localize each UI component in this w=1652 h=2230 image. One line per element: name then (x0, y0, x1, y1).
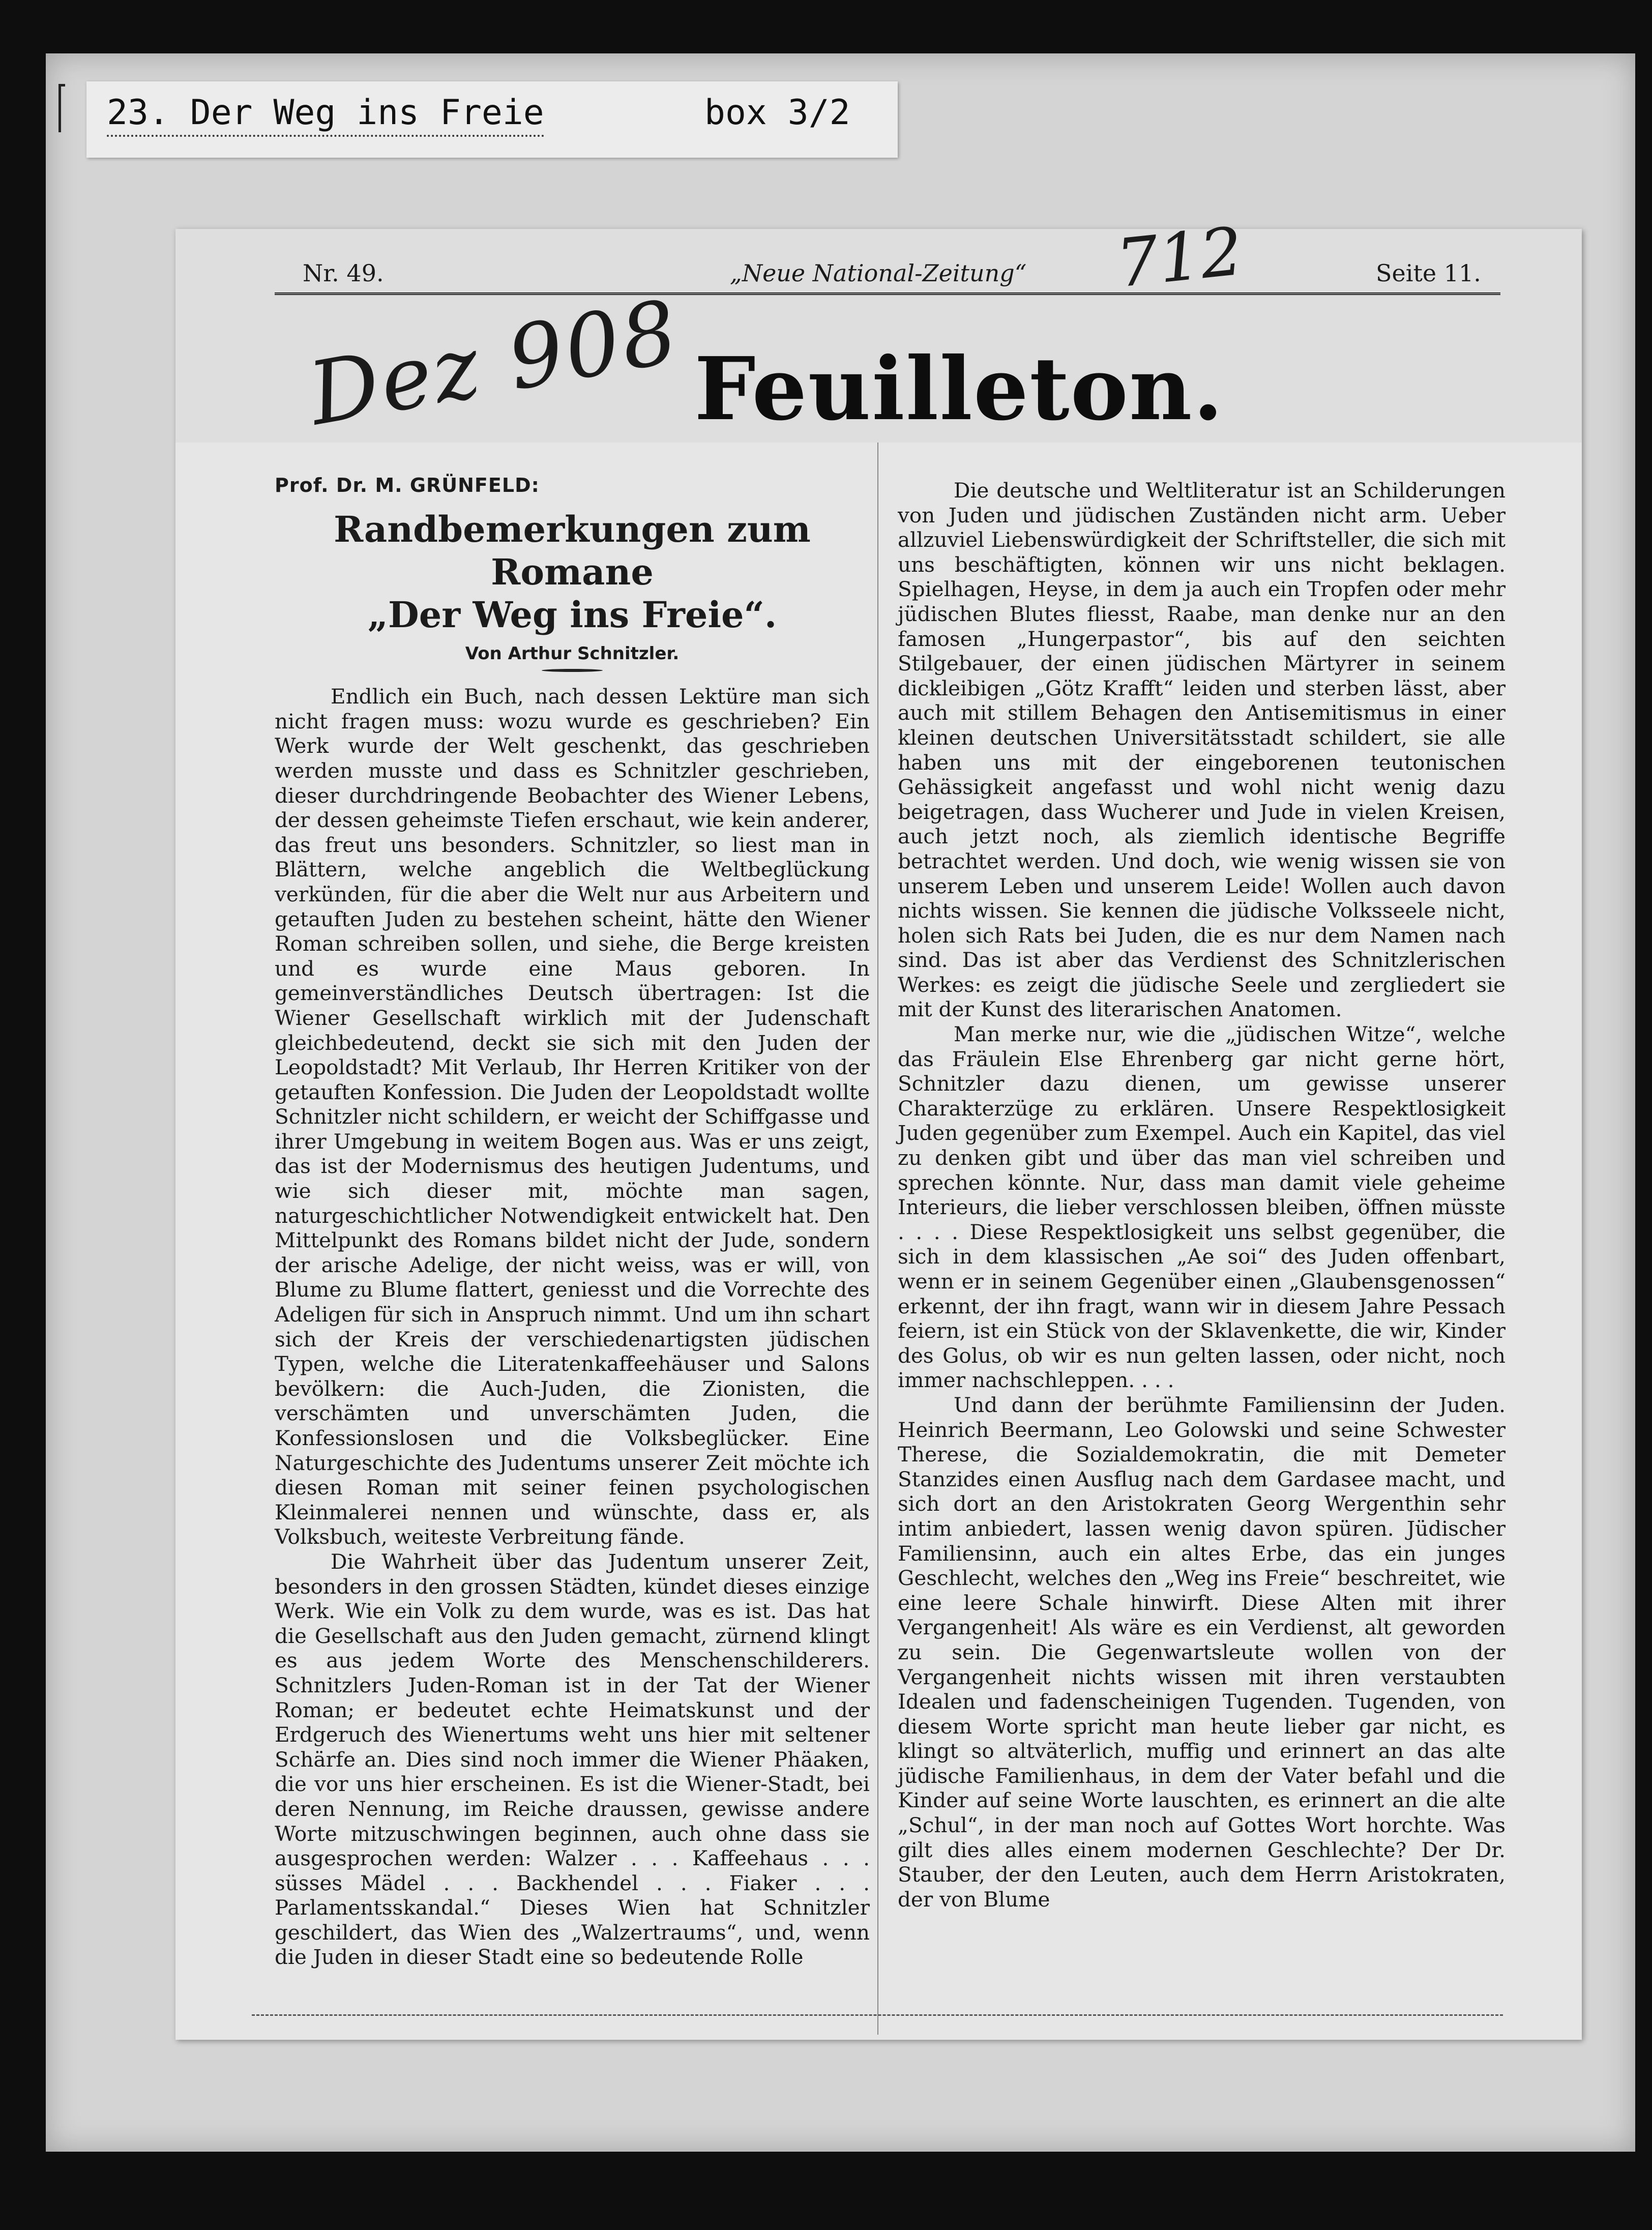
label-title: 23. Der Weg ins Freie (107, 93, 544, 133)
article-title-line2: „Der Weg ins Freie“. (367, 593, 777, 636)
corner-mark (58, 84, 65, 132)
article-subtitle: Von Arthur Schnitzler. (465, 643, 680, 664)
feuilleton-masthead: Feuilleton. (694, 338, 1224, 440)
handwritten-date: Dez 908 (302, 281, 687, 446)
page-number: Seite 11. (1376, 259, 1481, 287)
left-column (275, 473, 870, 1970)
ornament-rule (542, 669, 603, 672)
archive-label (86, 81, 898, 158)
author-byline: Prof. Dr. M. GRÜNFELD: (275, 474, 540, 496)
column-divider (877, 443, 878, 2035)
paragraph: Und dann der berühmte Familiensinn der Juden. Heinrich Beermann, Leo Golowski und seine Schwester Therese, die Sozialdemokratin, die mit Demeter Stanzides einen Ausflug nach dem Gardasee macht, und sich dort an den Aristokraten Georg Wergenthin sehr intim anbiedert, lassen wenig davon spüren. Jüdischer Familiensinn, auch ein altes Erbe, das ein junges Geschlecht, welches den „Weg ins Freie“ beschreitet, wie eine leere Schale hinwirft. Diese Alten mit ihrer Vergangenheit! Als wäre es ein Verdienst, alt geworden zu sein. Die Gegenwartsleute wollen von der Vergangenheit nichts wissen mit ihren verstaubten Idealen und fadenscheinigen Tugenden. Tugenden, von diesem Worte spricht man heute lieber gar nicht, es klingt so altväterlich, muffig und erinnert an das alte jüdische Familienhaus, in dem der Vater befahl und die Kinder auf seine Worte lauschten, es erinnert an die alte „Schul“, in der man noch auf Gottes Wort horchte. Was gilt dies alles einem modernen Geschlechte? Der Dr. Stauber, der den Leuten, auch dem Herrn Aristokraten, der von Blume (898, 1392, 1506, 1912)
cut-edge (252, 2014, 1503, 2016)
article-title-line1: Randbemerkungen zum Romane (334, 508, 811, 593)
header-rule (275, 292, 1500, 295)
paragraph: Man merke nur, wie die „jüdischen Witze“, welche das Fräulein Else Ehrenberg gar nicht gerne hört, Schnitzler dazu dienen, um gewisse unserer Charakterzüge zu erklären. Unsere Respektlosigkeit Juden gegenüber zum Exempel. Auch ein Kapitel, das viel zu denken gibt und über das man viel schreiben und sprechen könnte. Nur, dass man damit viele geheime Interieurs, die lieber verschlossen bleiben, öffnen müsste . . . . Diese Respektlosigkeit uns selbst gegenüber, die sich in dem klassischen „Ae soi“ des Juden offenbart, wenn er in seinem Gegenüber einen „Glaubensgenossen“ erkennt, der ihn fragt, wann wir in diesem Jahre Pessach feiern, ist ein Stück von der Sklavenkette, die wir, Kinder des Golus, ob wir es nun gelten lassen, oder nicht, noch immer nachschleppen. . . . (898, 1022, 1506, 1393)
newspaper-clipping (175, 212, 1582, 2040)
paragraph: Die deutsche und Weltliteratur ist an Schilderungen von Juden und jüdischen Zuständen nicht arm. Ueber allzuviel Liebenswürdigkeit der Schriftsteller, die sich mit uns beschäftigten, können wir uns nicht beklagen. Spielhagen, Heyse, in dem ja auch ein Tropfen oder mehr jüdischen Blutes fliesst, Raabe, man denke nur an den famosen „Hungerpastor“, bis auf den seichten Stilgebauer, der einen jüdischen Märtyrer in seinem dickleibigen „Götz Krafft“ leiden und sterben lässt, aber auch mit stillem Behagen den Antisemitismus in einer kleinen deutschen Universitätsstadt schildert, sie alle haben uns mit der eingeborenen teutonischen Gehässigkeit angefasst und wohl nicht wenig dazu beigetragen, dass Wucherer und Jude in vielen Kreisen, auch jetzt noch, als ziemlich identische Begriffe betrachtet werden. Und doch, wie wenig wissen sie von unserem Leben und unserem Leide! Wollen auch davon nichts wissen. Sie kennen die jüdische Volksseele nicht, holen sich Rats bei Juden, die es nur dem Namen nach sind. Das ist aber das Verdienst des Schnitzlerischen Werkes: es zeigt die jüdische Seele und zergliedert sie mit der Kunst des literarischen Anatomen. (898, 478, 1506, 1022)
handwritten-number: 712 (1112, 212, 1247, 303)
paragraph: Die Wahrheit über das Judentum unserer Zeit, besonders in den grossen Städten, kündet dieses einzige Werk. Wie ein Volk zu dem wurde, was es ist. Das hat die Gesellschaft aus den Juden gemacht, zürnend klingt es aus jedem Worte des Menschenschilderers. Schnitzlers Juden-Roman ist in der Tat der Wiener Roman; er bedeutet echte Heimatskunst und der Erdgeruch des Wienertums weht uns hier mit seltener Schärfe an. Dies sind noch immer die Wiener Phäaken, die vor uns hier erscheinen. Es ist die Wiener-Stadt, bei deren Nennung, im Reiche draussen, gewisse andere Worte mitzuschwingen beginnen, auch ohne dass sie ausgesprochen werden: Walzer . . . Kaffeehaus . . . süsses Mädel . . . Backhendel . . . Fiaker . . . Parlamentsskandal.“ Dieses Wien hat Schnitzler geschildert, das Wien des „Walzertraums“, und, wenn die Juden in dieser Stadt eine so bedeutende Rolle (275, 1549, 870, 1970)
paragraph: Endlich ein Buch, nach dessen Lektüre man sich nicht fragen muss: wozu wurde es geschrieben? Ein Werk wurde der Welt geschenkt, das geschrieben werden musste und dass es Schnitzler geschrieben, dieser durchdringende Beobachter des Wiener Lebens, der dessen geheimste Tiefen erschaut, wie kein anderer, das freut uns besonders. Schnitzler, so liest man in Blättern, welche angeblich die Weltbeglückung verkünden, für die aber die Welt nur aus Arbeitern und getauften Juden zu bestehen scheint, hätte den Wiener Roman schreiben sollen, und siehe, die Berge kreisten und es wurde eine Maus geboren. In gemeinverständliches Deutsch übertragen: Ist die Wiener Gesellschaft wirklich mit der Judenschaft gleichbedeutend, deckt sie sich mit den Juden der Leopoldstadt? Mit Verlaub, Ihr Herren Kritiker von der getauften Konfession. Die Juden der Leopoldstadt wollte Schnitzler nicht schildern, er weicht der Schiffgasse und ihrer Umgebung in weitem Bogen aus. Was er uns zeigt, das ist der Modernismus des heutigen Judentums, und wie sich dieser mit, möchte man sagen, naturgeschichtlicher Notwendigkeit entwickelt hat. Den Mittelpunkt des Romans bildet nicht der Jude, sondern der arische Adelige, der nicht weiss, was er will, von Blume zu Blume flattert, geniesst und die Vorrechte des Adeligen für sich in Anspruch nimmt. Und um ihn schart sich der Kreis der verschiedenartigsten jüdischen Typen, welche die Literatenkaffeehäuser und Salons bevölkern: die Auch-Juden, die Zionisten, die verschämten und unverschämten Juden, die Konfessionslosen und die Volksbeglücker. Eine Naturgeschichte des Judentums unserer Zeit möchte ich diesen Roman mit seiner feinen psychologischen Kleinmalerei nennen und wünschte, dass er, als Volksbuch, weiteste Verbreitung fände. (275, 684, 870, 1549)
right-column (898, 478, 1506, 1912)
label-box-number: box 3/2 (704, 93, 850, 133)
newspaper-name: „Neue National-Zeitung“ (730, 259, 1027, 287)
issue-number: Nr. 49. (303, 259, 384, 287)
